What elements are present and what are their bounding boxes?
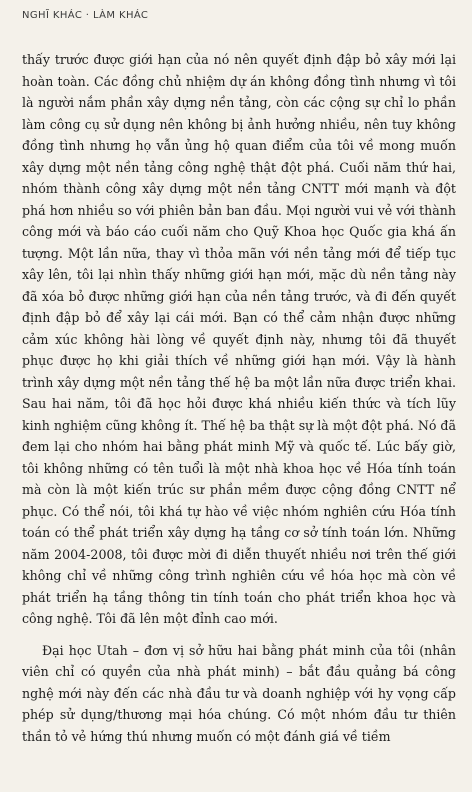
body-text — [22, 49, 456, 747]
paragraph-1: thấy trước được giới hạn của nó nên quyết định đập bỏ xây mới lại hoàn toàn. Các đồng chủ nhiệm dự án không đồng tình nhưng vì tôi là người nắm phần xây dựng nền tảng, còn các cộng sự chỉ lo phần làm công cụ sử dụng nên không bị ảnh hưởng nhiều, nên tuy không đồng tình nhưng họ vẫn ủng hộ quan điểm của tôi về mong muốn xây dựng một nền tảng công nghệ thật đột phá. Cuối năm thứ hai, nhóm thành công xây dựng một nền tảng CNTT mới mạnh và đột phá hơn nhiều so với phiên bản ban đầu. Mọi người vui vẻ với thành công mới và báo cáo cuối năm cho Quỹ Khoa học Quốc gia khá ấn tượng. Một lần nữa, thay vì thỏa mãn với nền tảng mới để tiếp tục xây lên, tôi lại nhìn thấy những giới hạn mới, mặc dù nền tảng này đã xóa bỏ được những giới hạn của nền tảng trước, và đi đến quyết định đập bỏ để xây lại cái mới. Bạn có thể cảm nhận được những cảm xúc không hài lòng về quyết định này, nhưng tôi đã thuyết phục được họ khi giải thích về những giới hạn mới. Vậy là hành trình xây dựng một nền tảng thế hệ ba một lần nữa được triển khai. Sau hai năm, tôi đã học hỏi được khá nhiều kiến thức và tích lũy kinh nghiệm cũng không ít. Thế hệ ba thật sự là một đột phá. Nó đã đem lại cho nhóm hai bằng phát minh Mỹ và quốc tế. Lúc bấy giờ, tôi không những có tên tuổi là một nhà khoa học về Hóa tính toán mà còn là một kiến trúc sư phần mềm được cộng đồng CNTT nể phục. Có thể nói, tôi khá tự hào về việc nhóm nghiên cứu Hóa tính toán có thể phát triển xây dựng hạ tầng cơ sở tính toán lớn. Những năm 2004-2008, tôi được mời đi diễn thuyết nhiều nơi trên thế giới không chỉ về những công trình nghiên cứu về hóa học mà còn về phát triển hạ tầng thông tin tính toán cho phát triển khoa học và công nghệ. Tôi đã lên một đỉnh cao mới. — [22, 52, 456, 626]
running-header: NGHĨ KHÁC · LÀM KHÁC — [22, 10, 149, 21]
paragraph-2: Đại học Utah – đơn vị sở hữu hai bằng phát minh của tôi (nhân viên chỉ có quyền của nhà phát minh) – bắt đầu quảng bá công nghệ mới này đến các nhà đầu tư và doanh nghiệp với hy vọng cấp phép sử dụng/thương mại hóa chúng. Có một nhóm đầu tư thiên thần tỏ vẻ hứng thú nhưng muốn có một đánh giá về tiềm — [22, 642, 456, 744]
